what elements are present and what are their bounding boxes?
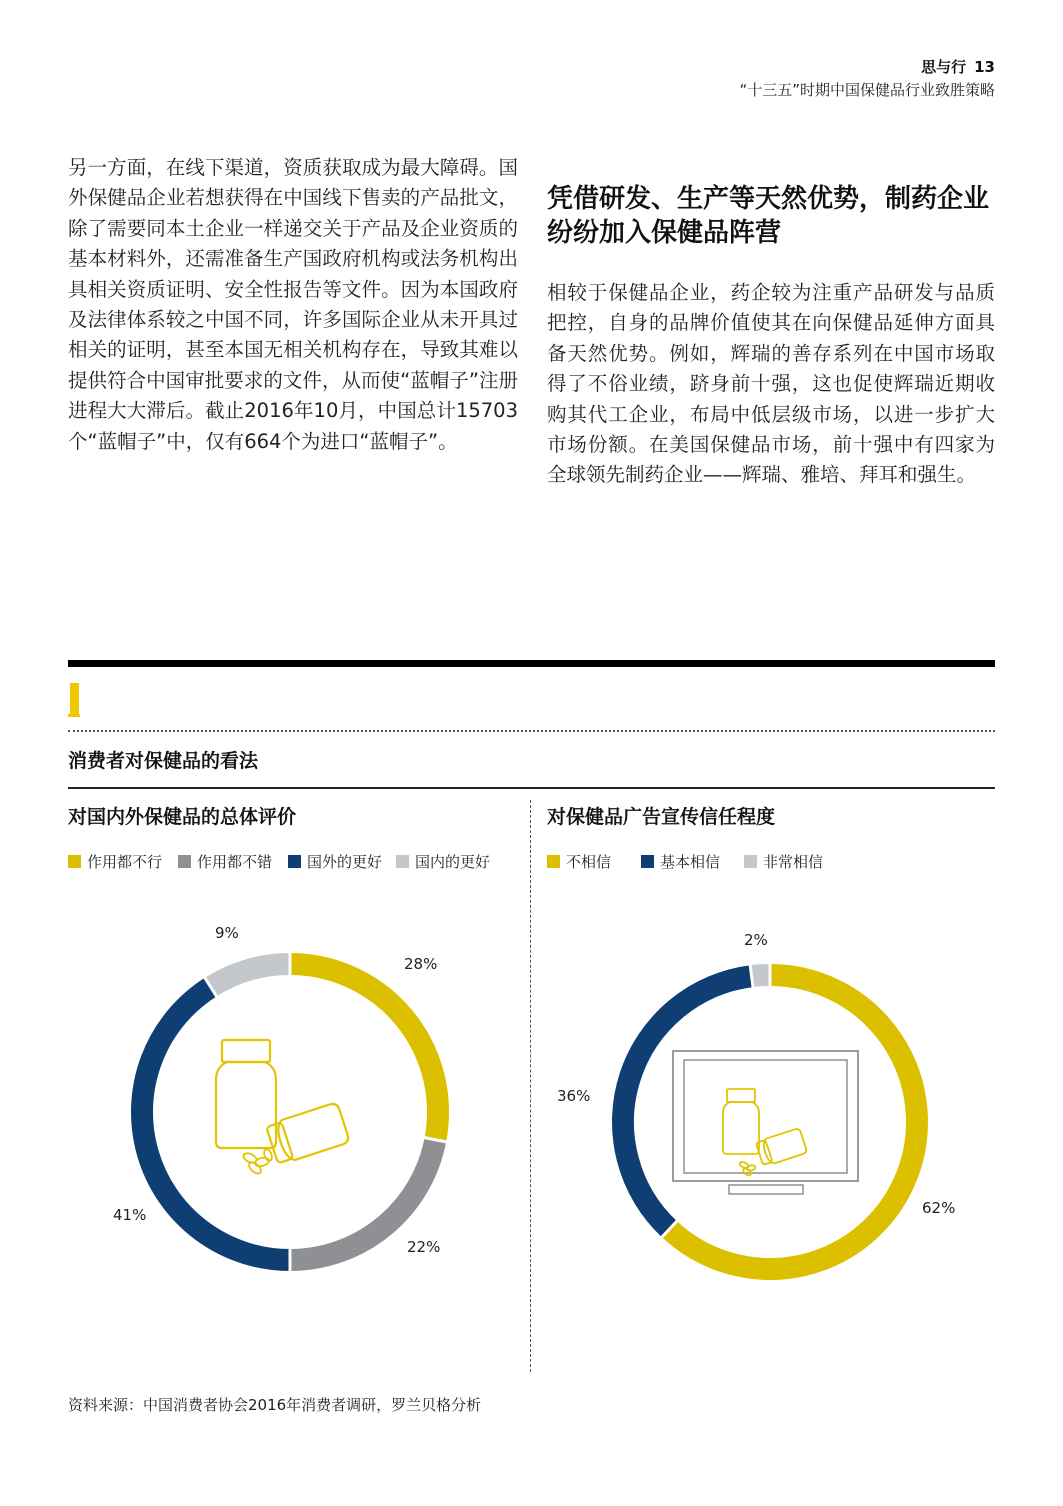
tv-icon: [673, 1051, 858, 1194]
chart1-label-2: 41%: [113, 1206, 147, 1224]
chart1-label-3: 9%: [215, 924, 239, 942]
donut-chart-2: [623, 963, 917, 1269]
chart1-label-0: 28%: [404, 955, 438, 973]
chart2-label-0: 62%: [922, 1199, 956, 1217]
section-title: 消费者对保健品的看法: [68, 750, 259, 772]
chart2-slice-2: [752, 975, 770, 976]
page-number: 13: [974, 58, 995, 76]
chart1-legend-label: 国外的更好: [307, 853, 383, 871]
running-header-subtitle: “十三五”时期中国保健品行业致胜策略: [739, 81, 995, 99]
chart2-slice-0: [669, 975, 917, 1269]
chart1-label-1: 22%: [407, 1238, 441, 1256]
chart2-legend-label: 基本相信: [660, 853, 721, 871]
chart2-label-1: 36%: [557, 1087, 591, 1105]
section-headline: 凭借研发、生产等天然优势，制药企业纷纷加入保健品阵营: [547, 184, 990, 248]
chart2-legend-label: 不相信: [566, 853, 612, 871]
header-title: 思与行: [921, 58, 967, 76]
donut-chart-1: [142, 952, 447, 1272]
chart1-legend-label: 作用都不行: [87, 853, 163, 871]
source-note: 资料来源：中国消费者协会2016年消费者调研，罗兰贝格分析: [68, 1396, 482, 1414]
bottles-icon: [216, 1040, 350, 1176]
chart1-slice-3: [211, 964, 290, 987]
chart1-title: 对国内外保健品的总体评价: [68, 806, 297, 828]
chart2-legend-label: 非常相信: [763, 853, 824, 871]
chart1-legend-label: 国内的更好: [415, 853, 491, 871]
chart1-legend-label: 作用都不错: [197, 853, 273, 871]
chart2-title: 对保健品广告宣传信任程度: [547, 806, 776, 828]
chart1-slice-0: [290, 964, 438, 1140]
left-paragraph: 另一方面，在线下渠道，资质获取成为最大障碍。国外保健品企业若想获得在中国线下售卖的产品批文，除了需要同本土企业一样递交关于产品及企业资质的基本材料外，还需准备生产国政府机构或法务机构出具相关资质证明、安全性报告等文件。因为本国政府及法律体系较之中国不同，许多国际企业从未开具过相关的证明，甚至本国无相关机构存在，导致其难以提供符合中国审批要求的文件，从而使“蓝帽子”注册进程大大滞后。截止2016年10月，中国总计15703个“蓝帽子”中，仅有664个为进口“蓝帽子”。: [68, 156, 518, 453]
right-paragraph: 相较于保健品企业，药企较为注重产品研发与品质把控，自身的品牌价值使其在向保健品延伸方面具备天然优势。例如，辉瑞的善存系列在中国市场取得了不俗业绩，跻身前十强，这也促使辉瑞近期收购其代工企业，布局中低层级市场，以进一步扩大市场份额。在美国保健品市场，前十强中有四家为全球领先制药企业——辉瑞、雅培、拜耳和强生。: [547, 281, 995, 487]
chart2-label-2: 2%: [744, 931, 768, 949]
